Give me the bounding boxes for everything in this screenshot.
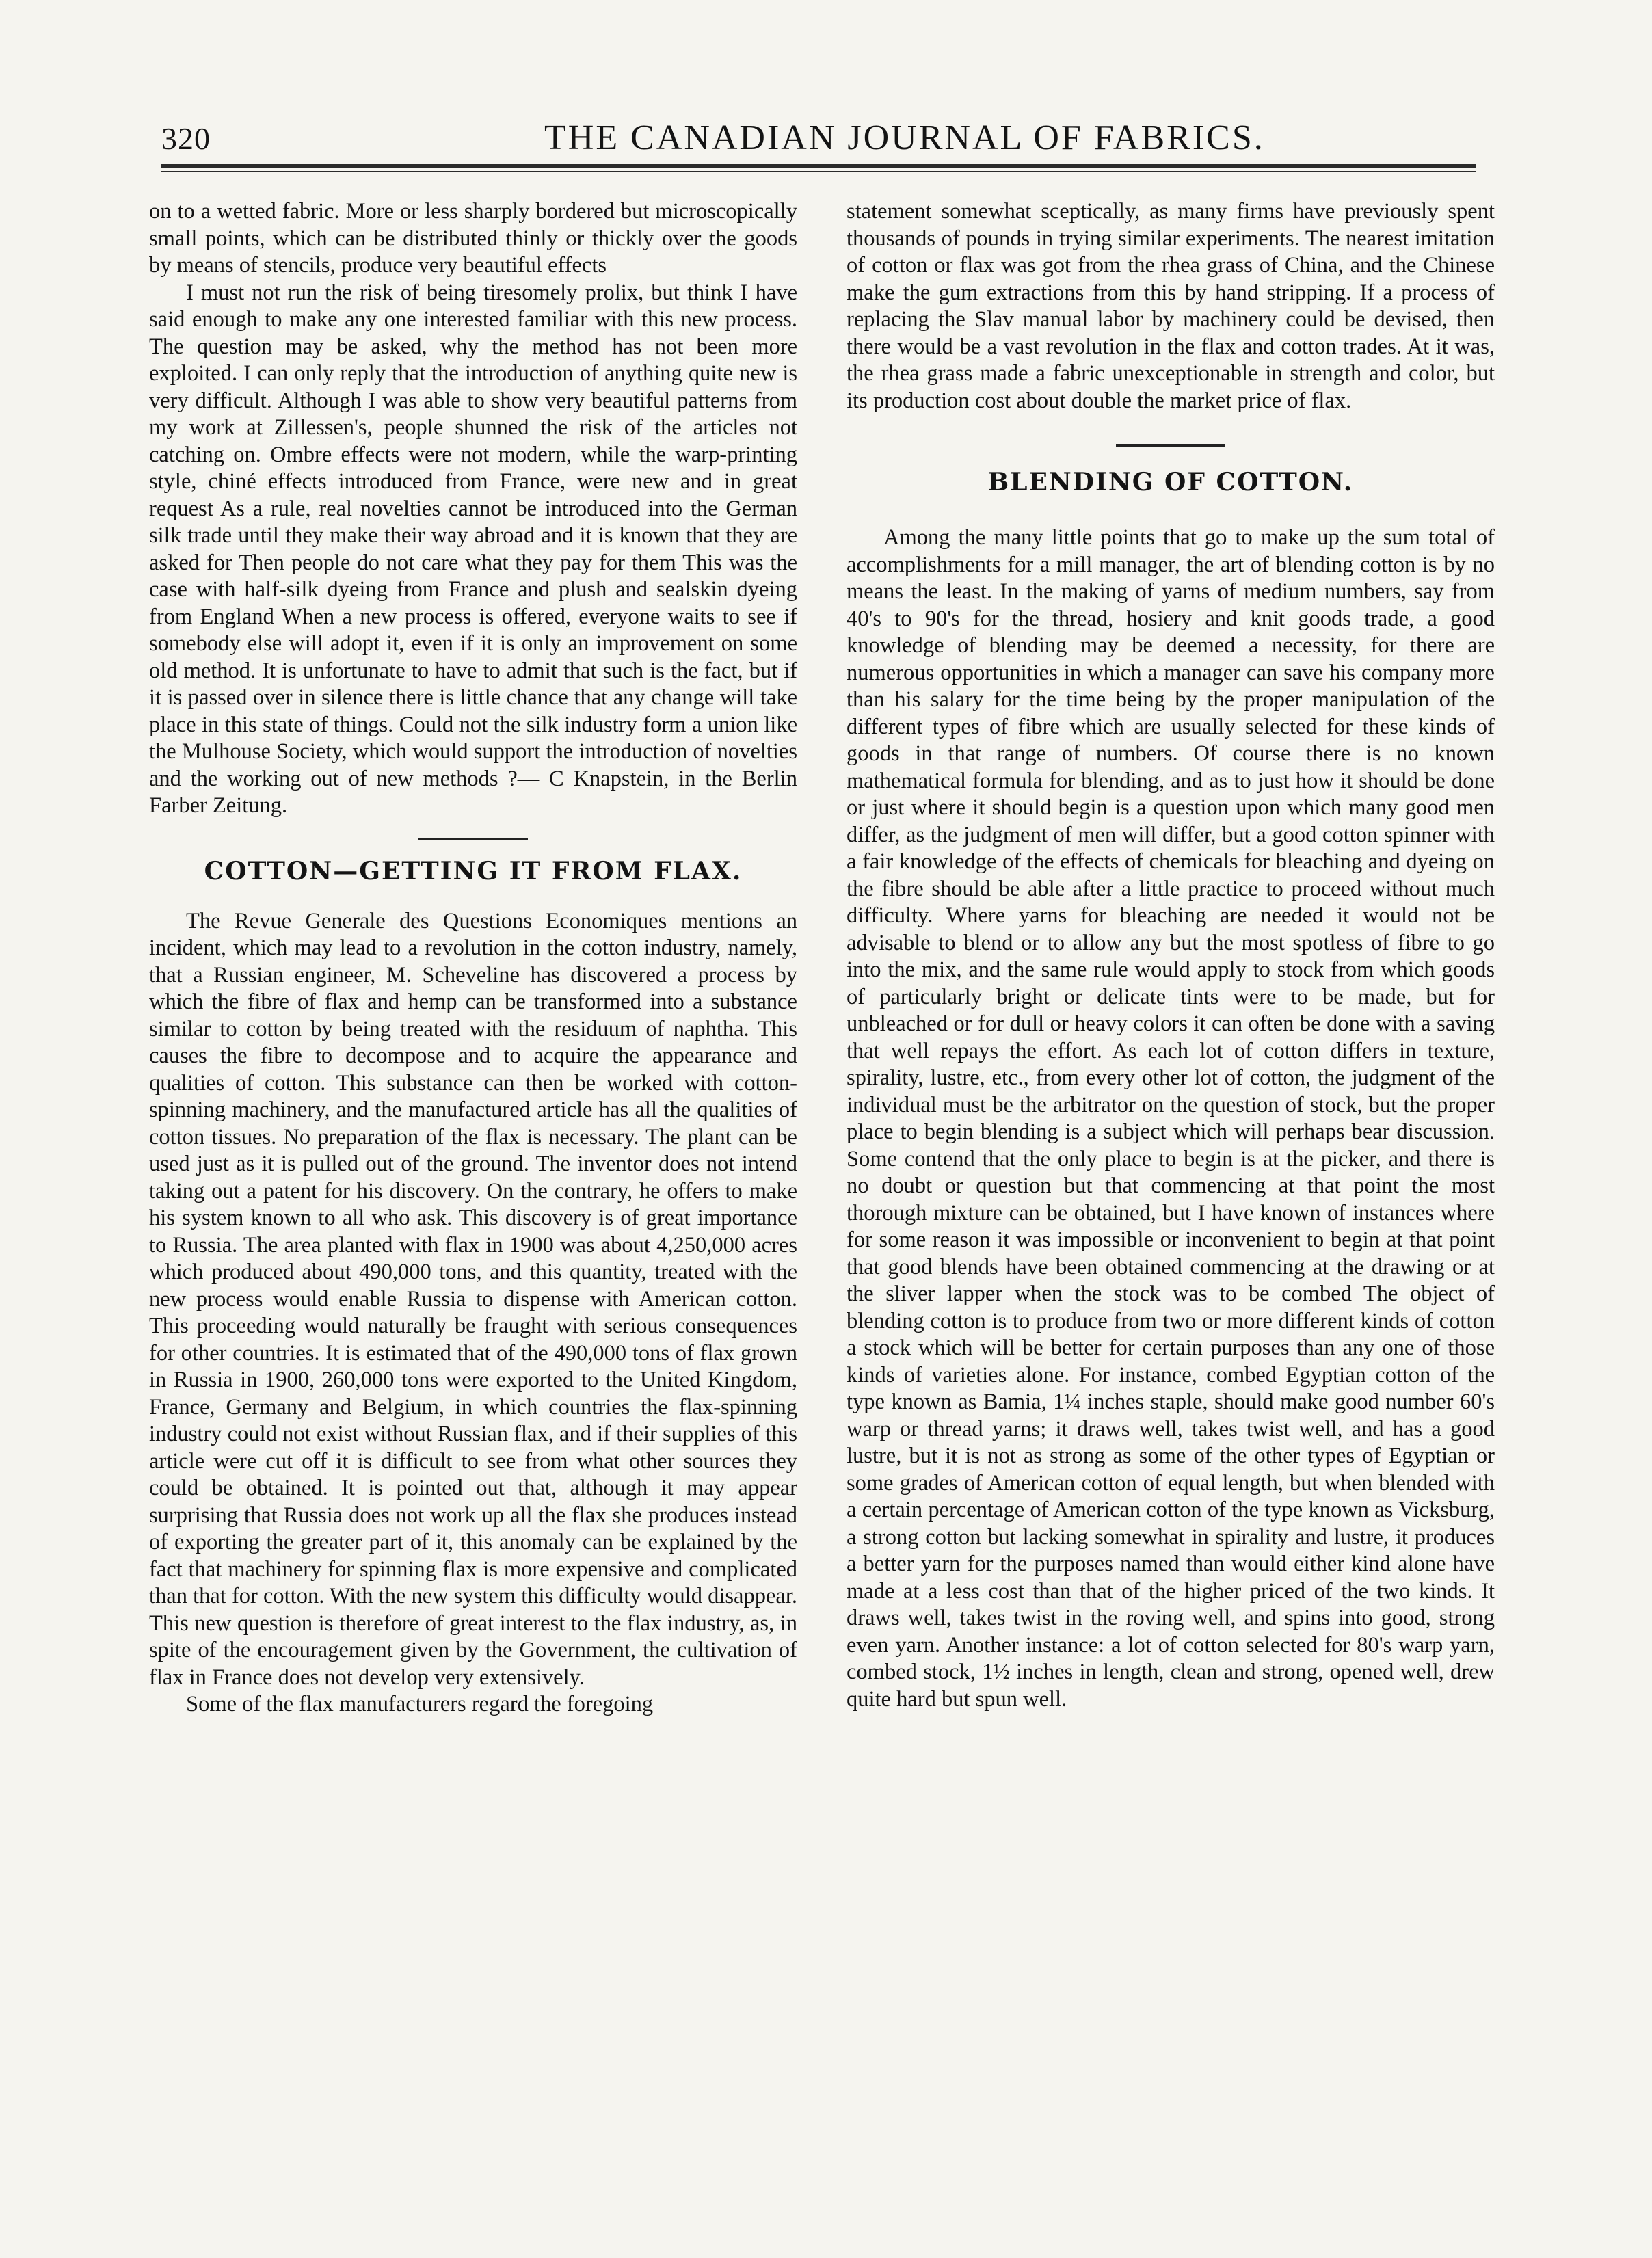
- article-paragraph: The Revue Generale des Questions Economiques mentions an incident, which may lead to a revolution in the cotton industry, namely, that a Russian engineer, M. Scheveline has discovered a process by which the fibre of flax and hemp can be transformed into a substance similar to cotton by being treated with the residuum of naphtha. This causes the fibre to decompose and to acquire the appearance and qualities of cotton. This substance can then be worked with cotton-spinning machinery, and the manufactured article has all the qualities of cotton tissues. No preparation of the flax is necessary. The plant can be used just as it is pulled out of the ground. The inventor does not intend taking out a patent for his discovery. On the contrary, he offers to make his system known to all who ask. This discovery is of great importance to Russia. The area planted with flax in 1900 was about 4,250,000 acres which produced about 490,000 tons, and this quantity, treated with the new process would enable Russia to dispense with American cotton. This proceeding would naturally be fraught with serious consequences for other countries. It is estimated that of the 490,000 tons of flax grown in Russia in 1900, 260,000 tons were exported to the United Kingdom, France, Germany and Belgium, in which countries the flax-spinning industry could not exist without Russian flax, and if their supplies of this article were cut off it is difficult to see from what other sources they could be obtained. It is pointed out that, although it may appear surprising that Russia does not work up all the flax she produces instead of exporting the greater part of it, this anomaly can be explained by the fact that machinery for spinning flax is more expensive and complicated than that for cotton. With the new system this difficulty would disappear. This new question is therefore of great interest to the flax industry, as, in spite of the encouragement given by the Government, the cultivation of flax in France does not develop very extensively.: [149, 908, 797, 1690]
- article-paragraph: Some of the flax manufacturers regard the foregoing: [186, 1692, 654, 1716]
- right-column: [847, 198, 1495, 1713]
- section-heading: COTTON—GETTING IT FROM FLAX.: [204, 856, 743, 886]
- page-number: 320: [161, 121, 211, 156]
- section-heading: BLENDING OF COTTON.: [987, 468, 1354, 496]
- header-rule-thick: [161, 164, 1476, 168]
- section-divider: [1116, 444, 1225, 447]
- article-paragraph: I must not run the risk of being tiresomely prolix, but think I have said enough to make any one interested familiar with this new process. The question may be asked, why the method has not been more exploited. I can only reply that the introduction of anything quite new is very difficult. Although I was able to show very beautiful patterns from my work at Zillessen's, people shunned the risk of the articles not catching on. Ombre effects were not modern, while the warp-printing style, chiné effects introduced from France, were new and in great request As a rule, real novelties cannot be introduced into the German silk trade until they make their way abroad and it is known that they are asked for Then people do not care what they pay for them This was the case with half-silk dyeing from France and plush and sealskin dyeing from England When a new process is offered, everyone waits to see if somebody else will adopt it, even if it is only an improvement on some old method. It is unfortunate to have to admit that such is the fact, but if it is passed over in silence there is little chance that any change will take place in this state of things. Could not the silk industry form a union like the Mulhouse Society, which would support the introduction of novelties and the working out of new methods ?— C Knapstein, in the Berlin Farber Zeitung.: [149, 280, 797, 818]
- left-column: [149, 198, 797, 1718]
- header-rule-thin: [161, 171, 1476, 172]
- article-paragraph: Among the many little points that go to make up the sum total of accomplishments for a mill manager, the art of blending cotton is by no means the least. In the making of yarns of medium numbers, say from 40's to 90's for the thread, hosiery and knit goods trade, a good knowledge of blending may be deemed a necessity, for there are numerous opportunities in which a manager can save his company more than his salary for the time being by the proper manipulation of the different types of fibre which are usually selected for these kinds of goods in that range of numbers. Of course there is no known mathematical formula for blending, and as to just how it should be done or just where it should begin is a question upon which many good men differ, as the judgment of men will differ, but a good cotton spinner with a fair knowledge of the effects of chemicals for bleaching and dyeing on the fibre should be able after a little practice to proceed without much difficulty. Where yarns for bleaching are needed it would not be advisable to blend or to allow any but the most spotless of fibre to go into the mix, and the same rule would apply to stock from which goods of particularly bright or delicate tints were to be made, but for unbleached or for dull or heavy colors it can often be done with a saving that well repays the effort. As each lot of cotton differs in texture, spirality, lustre, etc., from every other lot of cotton, the judgment of the individual must be the arbitrator on the question of stock, but the proper place to begin blending is a subject which will perhaps bear discussion. Some contend that the only place to begin is at the picker, and there is no doubt or question but that commencing at that point the most thorough mixture can be obtained, but I have known of instances where for some reason it was impossible or inconvenient to begin at that point that good blends have been obtained commencing at the drawing or at the sliver lapper when the stock was to be combed The object of blending cotton is to produce from two or more different kinds of cotton a stock which will be better for certain purposes than any one of those kinds of varieties alone. For instance, combed Egyptian cotton of the type known as Bamia, 1¼ inches staple, should make good number 60's warp or thread yarns; it draws well, takes twist well, and has a good lustre, but it is not as strong as some of the other types of Egyptian or some grades of American cotton of equal length, but when blended with a certain percentage of American cotton of the type known as Vicksburg, a strong cotton but lacking somewhat in spirality and lustre, it produces a better yarn for the purposes named than would either kind alone have made at a less cost than that of the higher priced of the two kinds. It draws well, takes twist in the roving well, and spins into good, strong even yarn. Another instance: a lot of cotton selected for 80's warp yarn, combed stock, 1½ inches in length, clean and strong, opened well, drew quite hard but spun well.: [847, 525, 1495, 1712]
- article-paragraph: on to a wetted fabric. More or less sharply bordered but microscopically small points, which can be distributed thinly or thickly over the goods by means of stencils, produce very beautiful effects: [149, 199, 797, 278]
- journal-title: THE CANADIAN JOURNAL OF FABRICS.: [544, 118, 1265, 157]
- section-divider: [418, 838, 528, 840]
- article-paragraph: statement somewhat sceptically, as many firms have previously spent thousands of pounds in trying similar experiments. The nearest imitation of cotton or flax was got from the rhea grass of China, and the Chinese make the gum extractions from this by hand stripping. If a process of replacing the Slav manual labor by machinery could be devised, then there would be a vast revolution in the flax and cotton trades. At it was, the rhea grass made a fabric unexceptionable in strength and color, but its production cost about double the market price of flax.: [847, 199, 1495, 413]
- page-header: [161, 116, 1476, 164]
